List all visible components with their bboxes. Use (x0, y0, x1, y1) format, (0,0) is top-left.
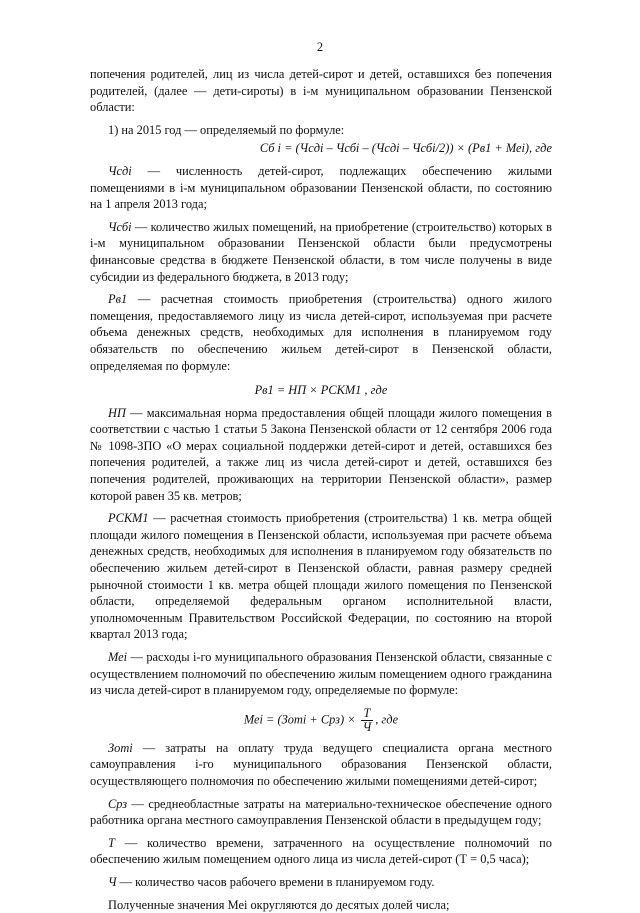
definition-text: — количество времени, затраченного на осуществление полномочий по обеспечению жилым помещением одного лица из числа детей-сирот (Т = 0,5 часа); (90, 835, 552, 867)
definition-term: Меi (108, 650, 128, 664)
definition-srz (90, 796, 552, 829)
formula-rv1: Рв1 = НП × РСКМ1 , где (254, 383, 388, 398)
definition-text: — среднеобластные затраты на материально-техническое обеспечение одного работника органа местного самоуправления Пензенской области в предыдущем году; (90, 796, 552, 828)
definition-zot (90, 740, 552, 790)
definition-text: — количество жилых помещений, на приобретение (строительство) которых в i-м муниципальном образовании Пензенской области были предусмотрены финансовые средства в бюджете Пензенской области, в том числе получены в виде субсидии из федерального бюджета, в 2013 году; (90, 219, 552, 284)
definition-me (90, 649, 552, 699)
formula-lhs: Меi = (Зотi + Срз) × (243, 712, 359, 727)
formula-tail: , где (375, 712, 399, 727)
definition-ch (90, 874, 552, 891)
definition-text: — расчетная стоимость приобретения (строительства) 1 кв. метра общей площади жилого помещения в Пензенской области, используемая при расчете объема денежных средств, необходимых для исполнения в планируемом году обязательств по обеспечению жильем детей-сирот в Пензенской области, равная размеру средней рыночной стоимости 1 кв. метра общей площади жилого помещения по Пензенской области, определяемой федеральным органом исполнительной власти, уполномоченным Правительством Российской Федерации, по состоянию на второй квартал 2013 года; (90, 511, 552, 642)
fraction-denominator: Ч (362, 719, 372, 734)
definition-term: Зотi (108, 740, 133, 755)
item-1-label: 1) на 2015 год — определяемый по формуле: (108, 122, 345, 137)
definition-term: НП (108, 405, 126, 420)
definition-term: Срз (108, 796, 128, 811)
definition-text: — расчетная стоимость приобретения (строительства) одного жилого помещения, предоставляемого лицу из числа детей-сирот, используемая при расчете объема денежных средств, необходимых для исполнения в планируемом году обязательств по обеспечению жильем детей-сирот в Пензенской области, определяемая по формуле: (90, 292, 552, 373)
definition-chsd (90, 163, 552, 213)
closing-paragraph: Полученные значения Меi округляются до десятых долей числа; (108, 897, 450, 912)
document-body (90, 66, 552, 913)
formula-sb: Сб i = (Чсдi – Чсбi – (Чсдi – Чсбi/2)) × (Рв1 + Меi), где (259, 141, 552, 156)
definition-text: — максимальная норма предоставления общей площади жилого помещения в соответствии с частью 1 статьи 5 Закона Пензенской области от 12 сентября 2006 года № 1098-ЗПО «О мерах социальной поддержки детей-сирот и детей, оставшихся без попечения родителей, а также лиц из числа детей-сирот и детей, оставшихся без попечения родителей, проживающих на территории Пензенской области», размер которой равен 35 кв. метров; (90, 405, 552, 503)
definition-term: Чсбi (108, 219, 132, 234)
fraction-numerator: Т (361, 707, 374, 721)
definition-text: — расходы i-го муниципального образования Пензенской области, связанные с осуществлением полномочий по обеспечению жилым помещением одного гражданина из числа детей-сирот в планируемом году, определяемые по формуле: (90, 650, 552, 698)
definition-term: Рв1 (108, 292, 128, 307)
definition-term: Чсдi (108, 163, 132, 178)
definition-rskm1 (90, 510, 552, 643)
definition-t (90, 835, 552, 868)
page-number: 2 (316, 40, 324, 54)
definition-text: — затраты на оплату труда ведущего специалиста органа местного самоуправления i-го муниципального образования Пензенской области, осуществляющего полномочия по обеспечению жилыми помещениями детей-сирот; (90, 740, 552, 788)
definition-rv1 (90, 291, 552, 374)
definition-chsb (90, 219, 552, 285)
definition-np (90, 405, 552, 505)
intro-paragraph: попечения родителей, лиц из числа детей-сирот и детей, оставшихся без попечения родителей, (далее — дети-сироты) в i-м муниципальном образовании Пензенской области: (90, 67, 552, 115)
definition-term: Т (108, 835, 115, 850)
fraction (361, 707, 374, 734)
definition-text: — количество часов рабочего времени в планируемом году. (116, 874, 435, 889)
definition-text: — численность детей-сирот, подлежащих обеспечению жилыми помещениями в i-м муниципальном образовании Пензенской области, по состоянию на 1 апреля 2013 года; (90, 163, 552, 212)
definition-term: РСКМ1 (108, 511, 149, 526)
definition-term: Ч (108, 874, 117, 889)
formula-me (90, 707, 552, 734)
